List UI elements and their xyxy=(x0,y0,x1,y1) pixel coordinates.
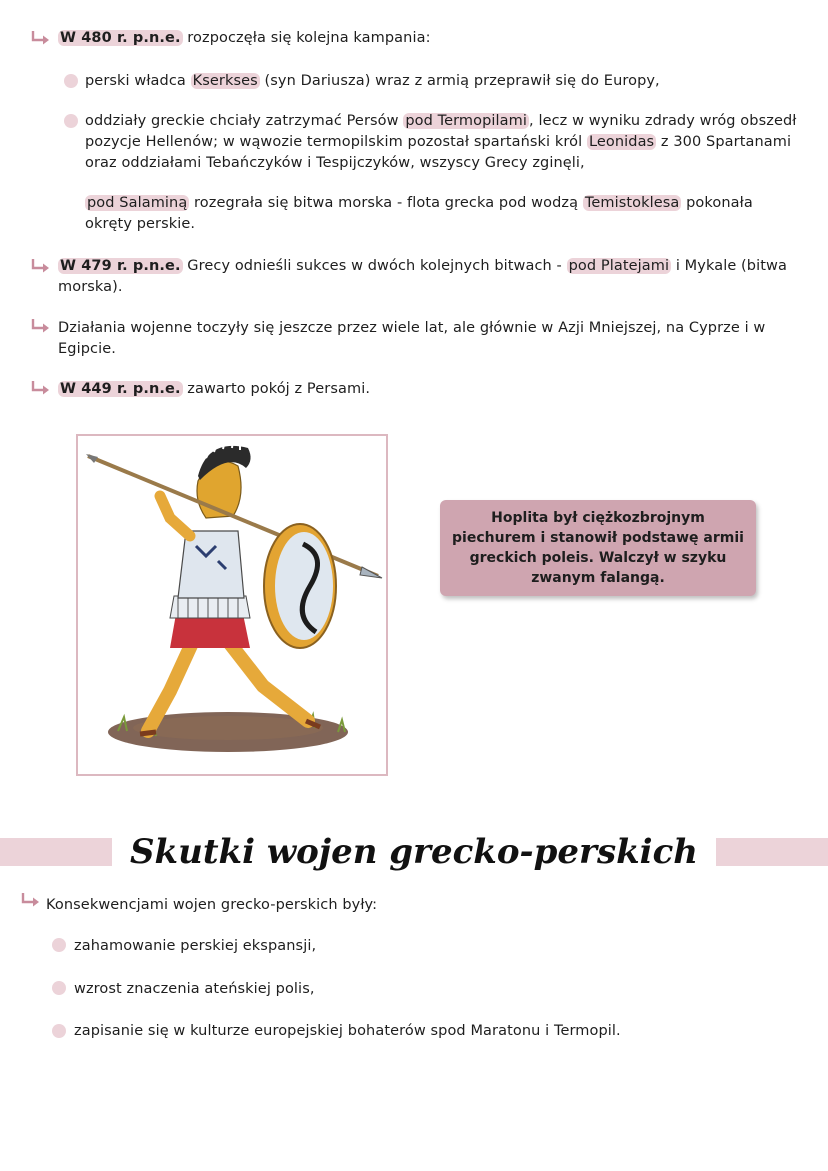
consequence-item: zahamowanie perskiej ekspansji, xyxy=(74,938,317,954)
bullet-dot xyxy=(64,114,78,128)
highlight-salamina: pod Salaminą xyxy=(87,195,188,211)
hoplite-note: Hoplita był ciężkozbrojnym piechurem i stanowił podstawę armii greckich poleis. Walczył w szyku zwanym falangą. xyxy=(440,500,756,596)
bullet-dot xyxy=(52,938,66,952)
date-479: W 479 r. p.n.e. xyxy=(60,258,181,274)
bullet-dot xyxy=(64,74,78,88)
hoplite-drawing xyxy=(78,436,386,774)
highlight-kserkses: Kserkses xyxy=(192,73,258,89)
arrow-icon xyxy=(20,892,42,908)
arrow-icon xyxy=(30,258,52,274)
war-continued: Działania wojenne toczyły się jeszcze przez wiele lat, ale głównie w Azji Mniejszej, na Cyprze i w Egipcie. xyxy=(58,320,766,357)
section-heading: Skutki wojen grecko-perskich xyxy=(0,824,828,880)
highlight-plateje: pod Platejami xyxy=(568,258,670,274)
bullet-kserkses: perski władca Kserkses (syn Dariusza) wraz z armią przeprawił się do Europy, xyxy=(85,73,660,89)
consequence-item: zapisanie się w kulturze europejskiej bohaterów spod Maratonu i Termopil. xyxy=(74,1023,621,1039)
highlight-termopile: pod Termopilami xyxy=(405,113,528,129)
highlight-leonidas: Leonidas xyxy=(588,134,655,150)
campaign-480-intro: W 480 r. p.n.e. rozpoczęła się kolejna kampania: xyxy=(60,30,431,46)
bullet-dot xyxy=(52,981,66,995)
consequence-item: wzrost znaczenia ateńskiej polis, xyxy=(74,981,315,997)
date-449: W 449 r. p.n.e. xyxy=(60,381,181,397)
arrow-icon xyxy=(30,318,52,334)
hoplite-illustration xyxy=(76,434,388,776)
peace-449: W 449 r. p.n.e. zawarto pokój z Persami. xyxy=(60,381,371,397)
bullet-termopile: oddziały greckie chciały zatrzymać Persów pod Termopilami , lecz w wyniku zdrady wróg obszedł pozycje Hellenów; w wąwozie termopilskim pozostał spartański król Leonidas z 300 Spartanami oraz oddziałami Tebańczyków i Tespijczyków, wszyscy Grecy zginęli, xyxy=(85,113,797,171)
date-480: W 480 r. p.n.e. xyxy=(60,30,181,46)
consequences-intro: Konsekwencjami wojen grecko-perskich były: xyxy=(46,897,378,913)
bullet-salamina: pod Salaminą rozegrała się bitwa morska - flota grecka pod wodzą Temistoklesa pokonała okręty perskie. xyxy=(85,195,753,232)
arrow-icon xyxy=(30,30,52,46)
arrow-icon xyxy=(30,380,52,396)
campaign-479: W 479 r. p.n.e. Grecy odnieśli sukces w dwóch kolejnych bitwach - pod Platejami i Mykale (bitwa morska). xyxy=(58,258,787,295)
bullet-dot xyxy=(52,1024,66,1038)
highlight-temistokles: Temistoklesa xyxy=(584,195,680,211)
